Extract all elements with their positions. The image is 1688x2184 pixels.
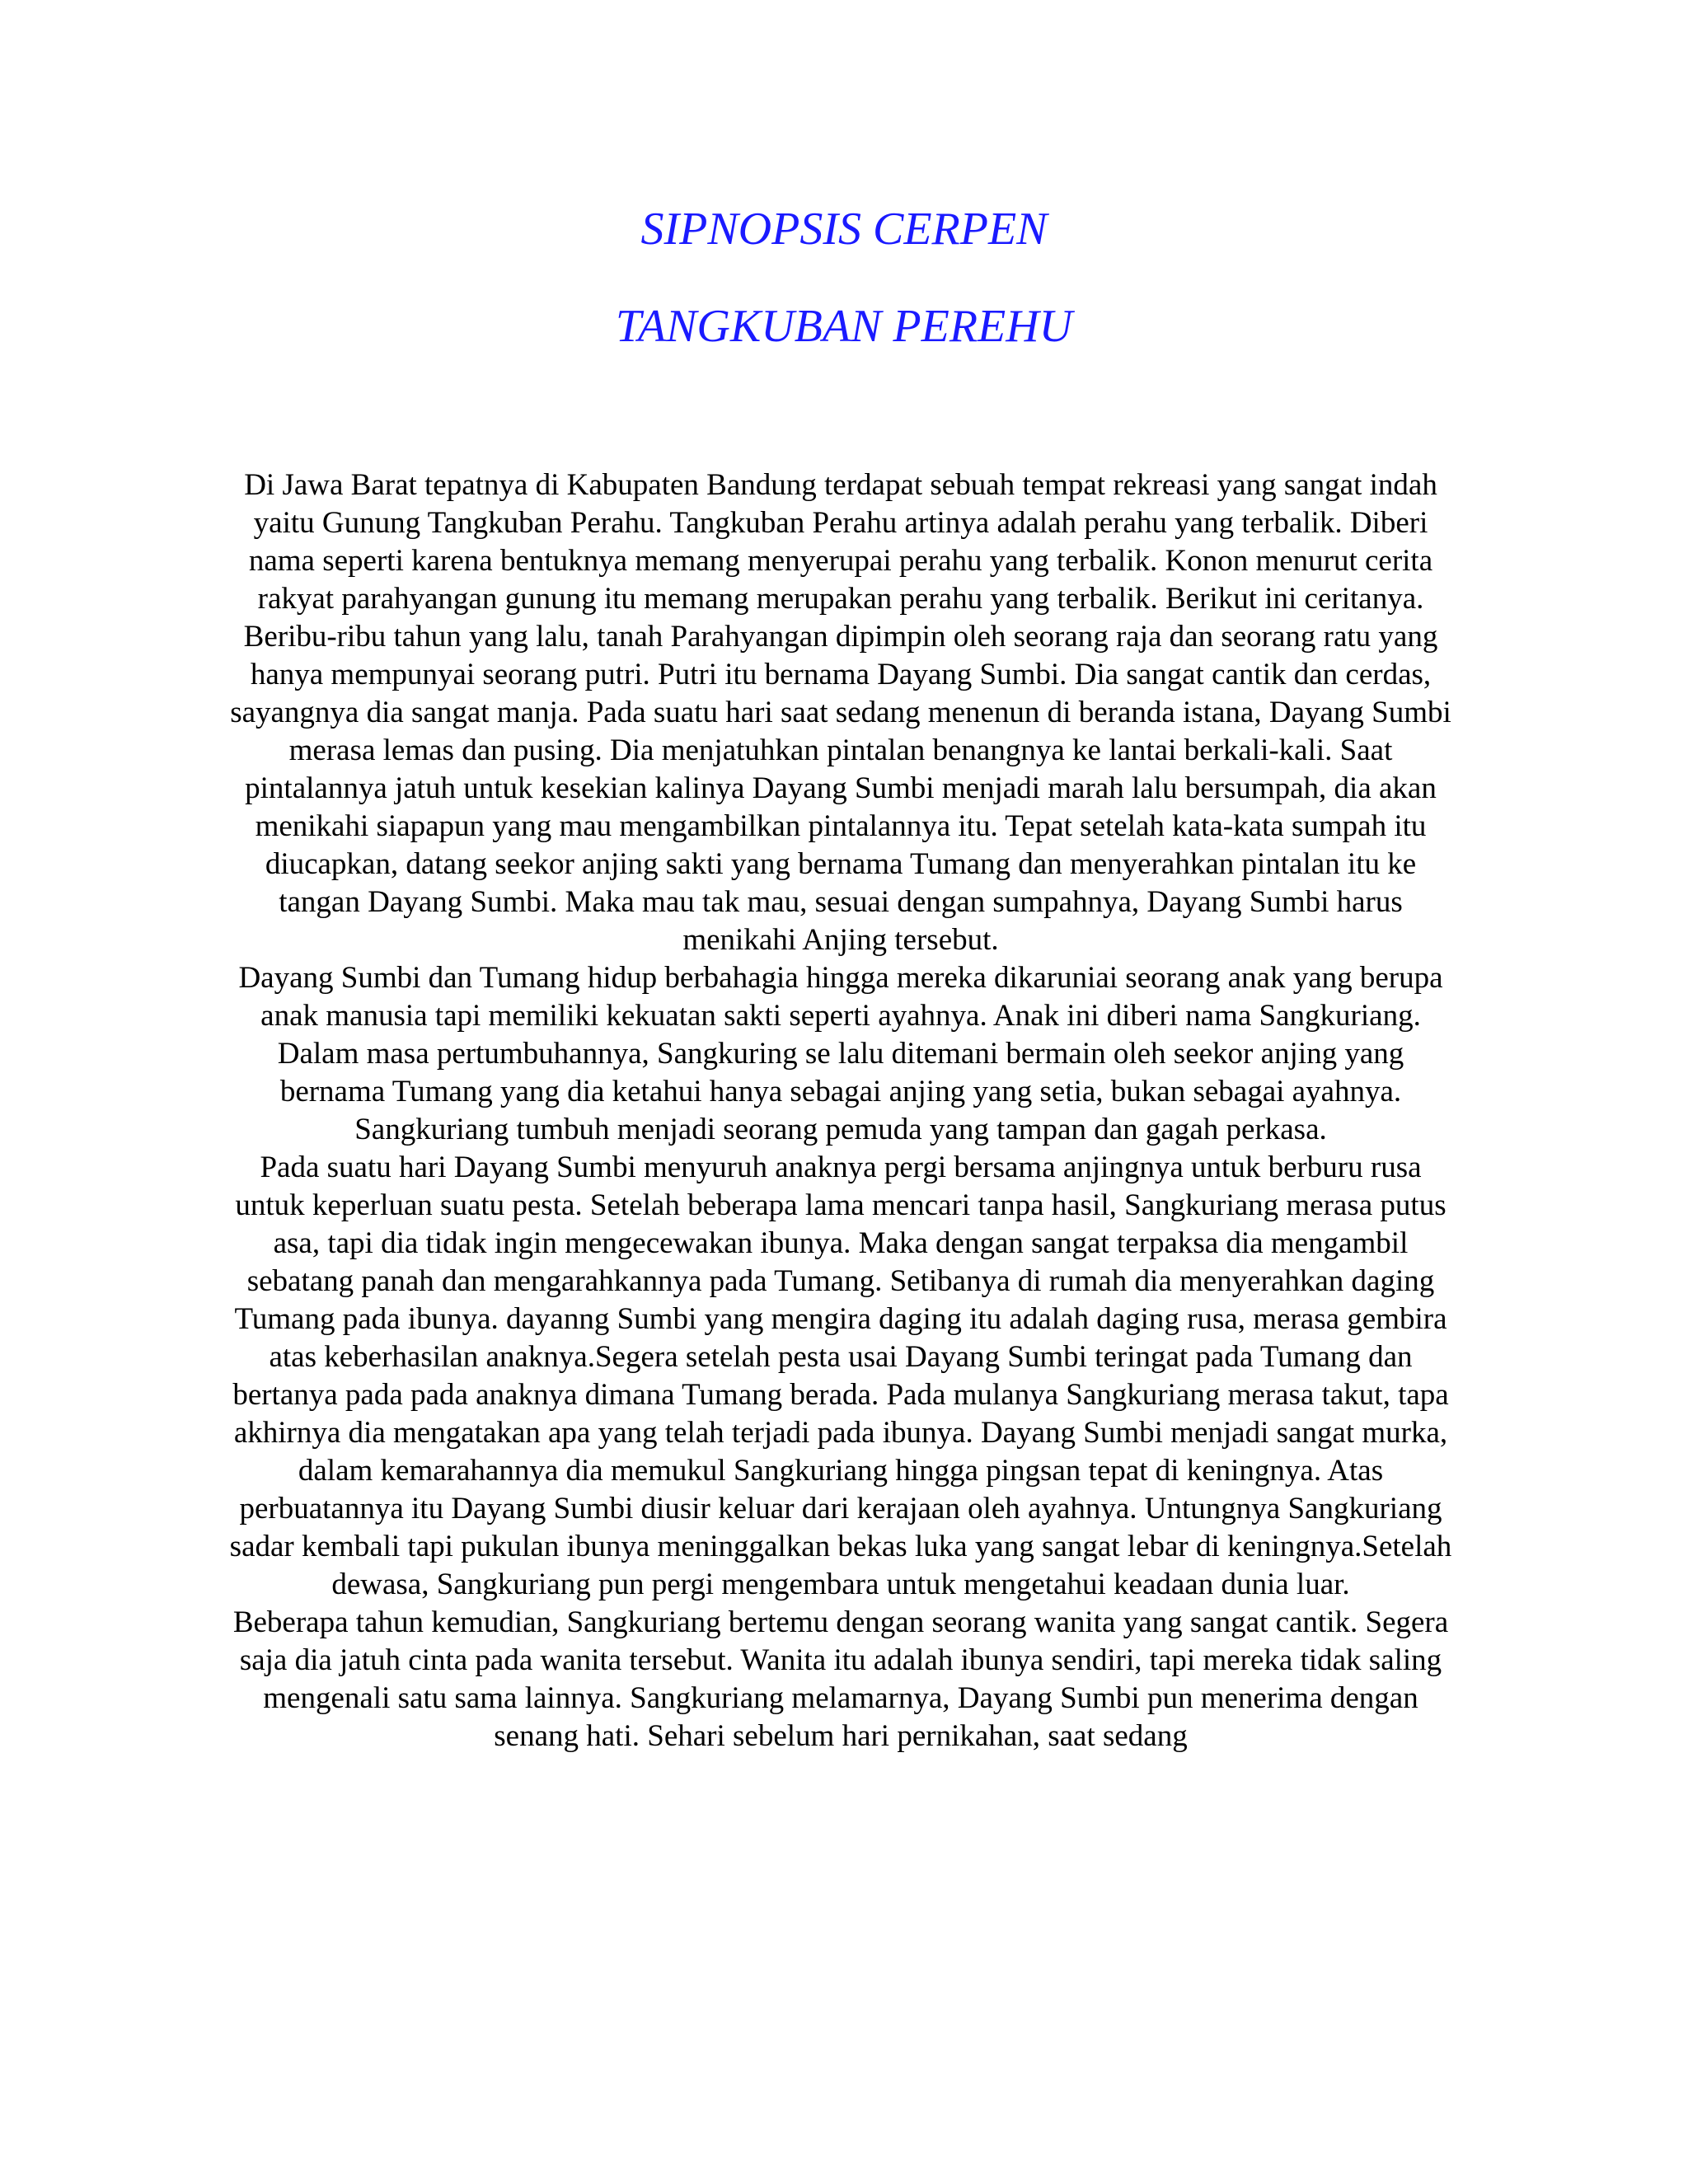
paragraph-intro: Di Jawa Barat tepatnya di Kabupaten Bandung terdapat sebuah tempat rekreasi yang sangat indah yaitu Gunung Tangkuban Perahu. Tangkuban Perahu artinya adalah perahu yang terbalik. Diberi nama seperti karena bentuknya memang menyerupai perahu yang terbalik. Konon menurut cerita rakyat parahyangan gunung itu memang merupakan perahu yang terbalik. Berikut ini ceritanya. bbox=[244, 468, 1437, 616]
document-body bbox=[223, 466, 1459, 1755]
paragraph-sangkuriang-birth: Dayang Sumbi dan Tumang hidup berbahagia hingga mereka dikaruniai seorang anak yang berupa anak manusia tapi memiliki kekuatan sakti seperti ayahnya. Anak ini diberi nama Sangkuriang. Dalam masa pertumbuhannya, Sangkuring se lalu ditemani bermain oleh seekor anjing yang bernama Tumang yang dia ketahui hanya sebagai anjing yang setia, bukan sebagai ayahnya. Sangkuriang tumbuh menjadi seorang pemuda yang tampan dan gagah perkasa. bbox=[238, 961, 1443, 1146]
document-title-line-1: SIPNOPSIS CERPEN bbox=[640, 204, 1048, 255]
paragraph-hunting: Pada suatu hari Dayang Sumbi menyuruh anaknya pergi bersama anjingnya untuk berburu rusa untuk keperluan suatu pesta. Setelah beberapa lama mencari tanpa hasil, Sangkuriang merasa putus asa, tapi dia tidak ingin mengecewakan ibunya. Maka dengan sangat terpaksa dia mengambil sebatang panah dan mengarahkannya pada Tumang. Setibanya di rumah dia menyerahkan daging Tumang pada ibunya. dayanng Sumbi yang mengira daging itu adalah daging rusa, merasa gembira atas keberhasilan anaknya.Segera setelah pesta usai Dayang Sumbi teringat pada Tumang dan bertanya pada pada anaknya dimana Tumang berada. Pada mulanya Sangkuriang merasa takut, tapa akhirnya dia mengatakan apa yang telah terjadi pada ibunya. Dayang Sumbi menjadi sangat murka, dalam kemarahannya dia memukul Sangkuriang hingga pingsan tepat di keningnya. Atas perbuatannya itu Dayang Sumbi diusir keluar dari kerajaan oleh ayahnya. Untungnya Sangkuriang sadar kembali tapi pukulan ibunya meninggalkan bekas luka yang sangat lebar di keningnya.Setelah dewasa, Sangkuriang pun pergi mengembara untuk mengetahui keadaan dunia luar. bbox=[229, 1151, 1452, 1601]
paragraph-dayang-sumbi-oath: Beribu-ribu tahun yang lalu, tanah Parahyangan dipimpin oleh seorang raja dan seorang ratu yang hanya mempunyai seorang putri. Putri itu bernama Dayang Sumbi. Dia sangat cantik dan cerdas, sayangnya dia sangat manja. Pada suatu hari saat sedang menenun di beranda istana, Dayang Sumbi merasa lemas dan pusing. Dia menjatuhkan pintalan benangnya ke lantai berkali-kali. Saat pintalannya jatuh untuk kesekian kalinya Dayang Sumbi menjadi marah lalu bersumpah, dia akan menikahi siapapun yang mau mengambilkan pintalannya itu. Tepat setelah kata-kata sumpah itu diucapkan, datang seekor anjing sakti yang bernama Tumang dan menyerahkan pintalan itu ke tangan Dayang Sumbi. Maka mau tak mau, sesuai dengan sumpahnya, Dayang Sumbi harus menikahi Anjing tersebut. bbox=[230, 620, 1451, 957]
document-title-line-2: TANGKUBAN PEREHU bbox=[615, 301, 1073, 352]
paragraph-reunion: Beberapa tahun kemudian, Sangkuriang bertemu dengan seorang wanita yang sangat cantik. Segera saja dia jatuh cinta pada wanita tersebut. Wanita itu adalah ibunya sendiri, tapi mereka tidak saling mengenali satu sama lainnya. Sangkuriang melamarnya, Dayang Sumbi pun menerima dengan senang hati. Sehari sebelum hari pernikahan, saat sedang bbox=[232, 1605, 1449, 1753]
